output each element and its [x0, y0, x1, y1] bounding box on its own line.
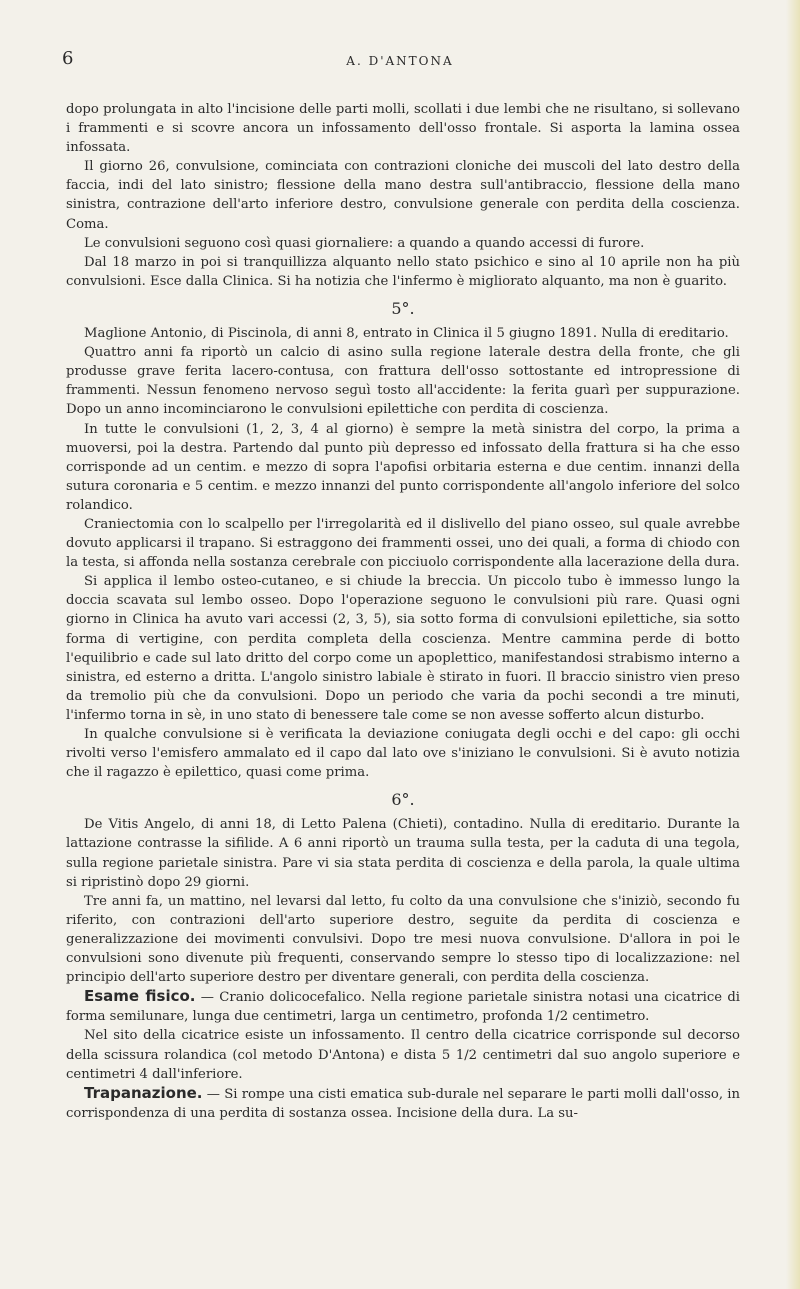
running-head: A. D'ANTONA [346, 54, 454, 68]
paragraph: Maglione Antonio, di Piscinola, di anni 8, entrato in Clinica il 5 giugno 1891. Nulla di ereditario. [84, 326, 729, 342]
paragraph: Dal 18 marzo in poi si tranquillizza alquanto nello stato psichico e sino al 10 aprile non ha più convulsioni. Esce dalla Clinica. Si ha notizia che l'infermo è migliorato alquanto, ma non è guarito. [66, 254, 740, 289]
paragraph-text: — Cranio dolicocefalico. Nella regione parietale sinistra notasi una cicatrice di forma semilunare, lunga due centimetri, larga un centimetro, profonda 1/2 centimetro. [66, 990, 741, 1025]
page-number: 6 [62, 48, 74, 69]
section-number: 5°. [391, 298, 415, 318]
page-edge [786, 0, 800, 1289]
paragraph: dopo prolungata in alto l'incisione delle parti molli, scollati i due lembi che ne risultano, si sollevano i frammenti e si scovre ancora un infossamento dell'osso frontale. Si asporta la lamina ossea infossata. [66, 102, 740, 156]
paragraph: In qualche convulsione si è verificata la deviazione coniugata degli occhi e del capo: gli occhi rivolti verso l'emisfero ammalato ed il capo dal lato ove s'iniziano le convulsioni. Si è avuto notizia che il ragazzo è epilettico, quasi come prima. [66, 727, 740, 781]
page-header [40, 48, 760, 72]
paragraph: Nel sito della cicatrice esiste un infossamento. Il centro della cicatrice corrisponde sul decorso della scissura rolandica (col metodo D'Antona) e dista 5 1/2 centimetri dal suo angolo superiore e centimetri 4 dall'inferiore. [66, 1028, 740, 1082]
paragraph-text: — Si rompe una cisti ematica sub-durale nel separare le parti molli dall'osso, in corrispondenza di una perdita di sostanza ossea. Incisione della dura. La su- [66, 1086, 740, 1121]
paragraph-trapanazione [66, 1084, 740, 1123]
paragraph: Craniectomia con lo scalpello per l'irregolarità ed il dislivello del piano osseo, sul quale avrebbe dovuto applicarsi il trapano. Si estraggono dei frammenti ossei, uno dei quali, a forma di chiodo con la testa, si affonda nella sostanza cerebrale con picciuolo corrispondente alla lacerazione della dura. [66, 516, 740, 571]
paragraph: Il giorno 26, convulsione, cominciata con contrazioni cloniche dei muscoli del lato destro della faccia, indi del lato sinistro; flessione della mano destra sull'antibraccio, flessione della mano sinistra, contrazione dell'arto inferiore destro, convulsione generale con perdita della coscienza. Coma. [66, 159, 740, 232]
paragraph: Tre anni fa, un mattino, nel levarsi dal letto, fu colto da una convulsione che s'iniziò, secondo fu riferito, con contrazioni dell'arto superiore destro, seguite da perdita di coscienza e generalizzazione dei movimenti convulsivi. Dopo tre mesi nuova convulsione. D'allora in poi le convulsioni sono divenute più frequenti, conservando sempre lo stesso tipo di localizzazione: nel principio dell'arto superiore destro per diventare generali, con perdita della coscienza. [66, 893, 740, 986]
run-in-heading: Esame fisico. [84, 987, 196, 1006]
paragraph: In tutte le convulsioni (1, 2, 3, 4 al giorno) è sempre la metà sinistra del corpo, la prima a muoversi, poi la destra. Partendo dal punto più depresso ed infossato della frattura si ha che esso corrisponde ad un centim. e mezzo di sopra l'apofisi orbitaria esterna e due centim. innanzi della sutura coronaria e 5 centim. e mezzo innanzi del punto corrispondente all'angolo inferiore del solco rolandico. [66, 421, 740, 513]
section-number: 6°. [391, 790, 415, 810]
body-text [66, 100, 740, 1123]
paragraph-esame [66, 987, 740, 1026]
paragraph: De Vitis Angelo, di anni 18, di Letto Palena (Chieti), contadino. Nulla di ereditario. Durante la lattazione contrasse la sifilide. A 6 anni riportò un trauma sulla testa, per la caduta di una tegola, sulla regione parietale sinistra. Pare vi sia stata perdita di coscienza e della parola, la quale ultima si ripristinò dopo 29 giorni. [66, 817, 740, 890]
paragraph: Si applica il lembo osteo-cutaneo, e si chiude la breccia. Un piccolo tubo è immesso lungo la doccia scavata sul lembo osseo. Dopo l'operazione seguono le convulsioni più rare. Quasi ogni giorno in Clinica ha avuto vari accessi (2, 3, 5), sia sotto forma di convulsioni epilettiche, sia sotto forma di vertigine, con perdita completa della coscienza. Mentre cammina perde di botto l'equilibrio e cade sul lato dritto del corpo come un apoplettico, manifestandosi strabismo interno a sinistra, ed esterno a dritta. L'angolo sinistro labiale è stirato in fuori. Il braccio sinistro vien preso da tremolio più che da convulsioni. Dopo un periodo che varia da pochi secondi a tre minuti, l'infermo torna in sè, in uno stato di benessere tale come se non avesse sofferto alcun disturbo. [66, 574, 740, 723]
paragraph: Quattro anni fa riportò un calcio di asino sulla regione laterale destra della fronte, che gli produsse grave ferita lacero-contusa, con frattura dell'osso sottostante ed intropressione di frammenti. Nessun fenomeno nervoso seguì tosto all'accidente: la ferita guarì per suppurazione. Dopo un anno incominciarono le convulsioni epilettiche con perdita di coscienza. [66, 345, 740, 418]
paragraph: Le convulsioni seguono così quasi giornaliere: a quando a quando accessi di furore. [84, 235, 645, 251]
run-in-heading: Trapanazione. [84, 1083, 203, 1102]
